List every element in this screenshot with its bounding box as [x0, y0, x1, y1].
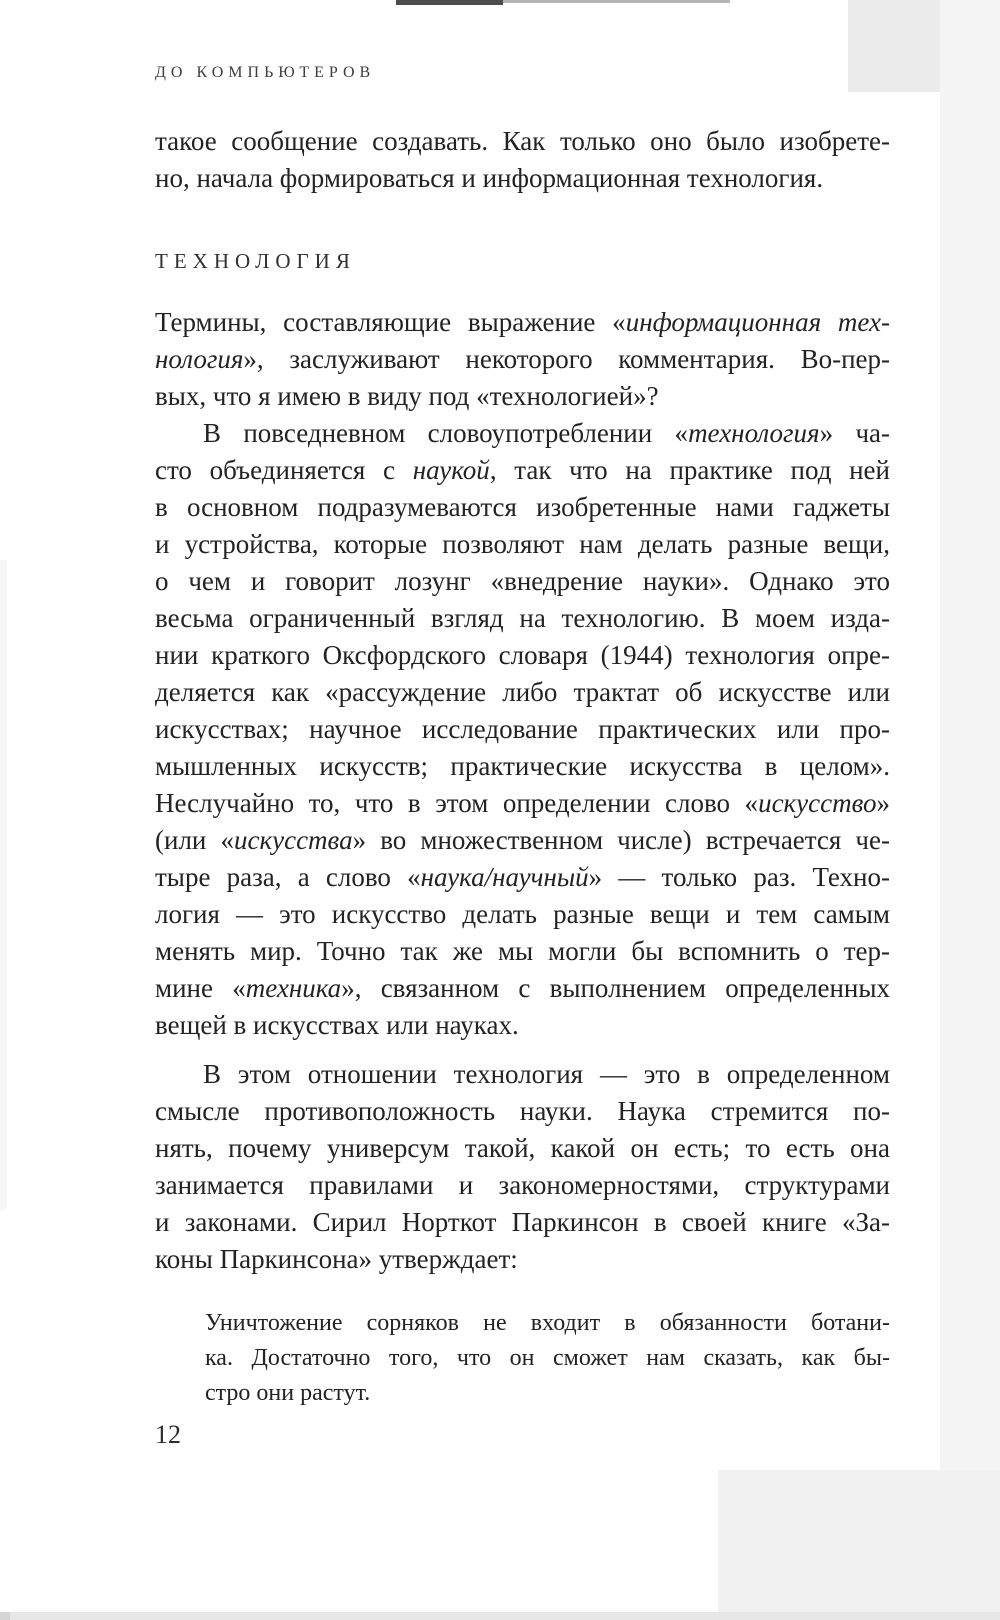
italic-text-run: наукой: [412, 455, 490, 485]
text-run: коны Паркинсона» утверждает:: [155, 1244, 518, 1274]
text-line: [155, 896, 890, 933]
text-line: [205, 1376, 890, 1411]
italic-text-run: нология: [155, 344, 244, 374]
text-run: нии краткого Оксфордского словаря (1944) технология опре-: [155, 640, 890, 670]
text-line: [155, 452, 890, 489]
text-line: [205, 1306, 890, 1341]
text-run: В этом отношении технология — это в определенном: [203, 1059, 890, 1089]
text-line: [155, 785, 890, 822]
text-line: [155, 1167, 890, 1204]
italic-text-run: информационная тех-: [625, 307, 890, 337]
text-run: сто объединяется с: [155, 455, 413, 485]
text-run: и устройства, которые позволяют нам делать разные вещи,: [155, 529, 890, 559]
text-run: искусствах; научное исследование практических или про-: [155, 714, 890, 744]
text-line: [155, 933, 890, 970]
text-run: (или «: [155, 825, 234, 855]
scan-shadow-left-edge: [0, 560, 7, 1210]
text-run: , так что на практике под ней: [489, 455, 890, 485]
italic-text-run: техника: [245, 973, 342, 1003]
paragraph-intro-continuation: [155, 123, 890, 197]
text-run: »: [876, 788, 890, 818]
text-run: вещей в искусствах или науках.: [155, 1010, 519, 1040]
text-line: [155, 674, 890, 711]
italic-text-run: наука/научный: [420, 862, 589, 892]
text-line: [155, 1093, 890, 1130]
scan-bar-bottom: [0, 1612, 1000, 1620]
text-run: Неслучайно то, что в этом определении слово «: [155, 788, 759, 818]
text-run: смысле противоположность науки. Наука стремится по-: [155, 1096, 890, 1126]
text-line: [155, 1007, 890, 1044]
paragraph-science-contrast: [155, 1056, 890, 1278]
running-header: ДО КОМПЬЮТЕРОВ: [155, 64, 376, 81]
text-line: [155, 637, 890, 674]
text-run: менять мир. Точно так же мы могли бы вспомнить о тер-: [155, 936, 890, 966]
text-line: [155, 415, 890, 452]
scan-bar-top-dark: [396, 0, 503, 5]
text-line: [155, 526, 890, 563]
text-line: [155, 1241, 890, 1278]
blockquote-parkinson: [205, 1306, 890, 1411]
text-run: мине «: [155, 973, 246, 1003]
paragraph-technology-definition: [155, 415, 890, 1044]
text-line: [155, 304, 890, 341]
text-line: [155, 563, 890, 600]
text-run: », связанном с выполнением определенных: [341, 973, 890, 1003]
text-run: » во множественном числе) встречается че-: [352, 825, 890, 855]
text-run: Термины, составляющие выражение «: [155, 307, 626, 337]
text-run: о чем и говорит лозунг «внедрение науки». Однако это: [155, 566, 890, 596]
page-number: 12: [155, 1420, 181, 1449]
text-run: но, начала формироваться и информационная технология.: [155, 163, 824, 193]
text-line: [155, 160, 890, 197]
text-run: », заслуживают некоторого комментария. Во-пер-: [243, 344, 890, 374]
section-heading: ТЕХНОЛОГИЯ: [155, 249, 356, 273]
text-run: весьма ограниченный взгляд на технологию. В моем изда-: [155, 603, 890, 633]
text-line: [155, 1056, 890, 1093]
text-run: » ча-: [819, 418, 890, 448]
text-run: В повседневном словоупотреблении «: [203, 418, 689, 448]
text-line: [205, 1341, 890, 1376]
scan-bar-bottom-left: [0, 1612, 10, 1620]
scan-shadow-right-edge: [940, 0, 1000, 1620]
text-line: [155, 341, 890, 378]
text-run: логия — это искусство делать разные вещи и тем самым: [155, 899, 890, 929]
text-run: вых, что я имею в виду под «технологией»?: [155, 381, 659, 411]
text-run: в основном подразумеваются изобретенные нами гаджеты: [155, 492, 890, 522]
text-run: » — только раз. Техно-: [588, 862, 890, 892]
text-run: Уничтожение сорняков не входит в обязанности ботани-: [205, 1310, 890, 1336]
text-run: такое сообщение создавать. Как только оно было изобрете-: [155, 126, 890, 156]
text-line: [155, 378, 890, 415]
text-run: мышленных искусств; практические искусства в целом».: [155, 751, 890, 781]
text-line: [155, 859, 890, 896]
italic-text-run: технология: [688, 418, 820, 448]
text-run: деляется как «рассуждение либо трактат об искусстве или: [155, 677, 890, 707]
text-line: [155, 1130, 890, 1167]
text-line: [155, 970, 890, 1007]
text-line: [155, 822, 890, 859]
text-run: ка. Достаточно того, что он сможет нам сказать, как бы-: [205, 1345, 890, 1371]
text-line: [155, 600, 890, 637]
italic-text-run: искусства: [233, 825, 353, 855]
text-line: [155, 489, 890, 526]
scan-bar-top-light: [503, 0, 730, 3]
italic-text-run: искусство: [758, 788, 877, 818]
text-run: нять, почему универсум такой, какой он есть; то есть она: [155, 1133, 890, 1163]
text-run: и законами. Сирил Норткот Паркинсон в своей книге «За-: [155, 1207, 890, 1237]
text-line: [155, 711, 890, 748]
text-run: тыре раза, а слово «: [155, 862, 421, 892]
text-run: занимается правилами и закономерностями, структурами: [155, 1170, 890, 1200]
text-line: [155, 748, 890, 785]
paragraph-terms: [155, 304, 890, 415]
scan-shadow-bottom-right: [718, 1470, 1000, 1620]
text-run: стро они растут.: [205, 1380, 371, 1406]
text-line: [155, 1204, 890, 1241]
text-line: [155, 123, 890, 160]
